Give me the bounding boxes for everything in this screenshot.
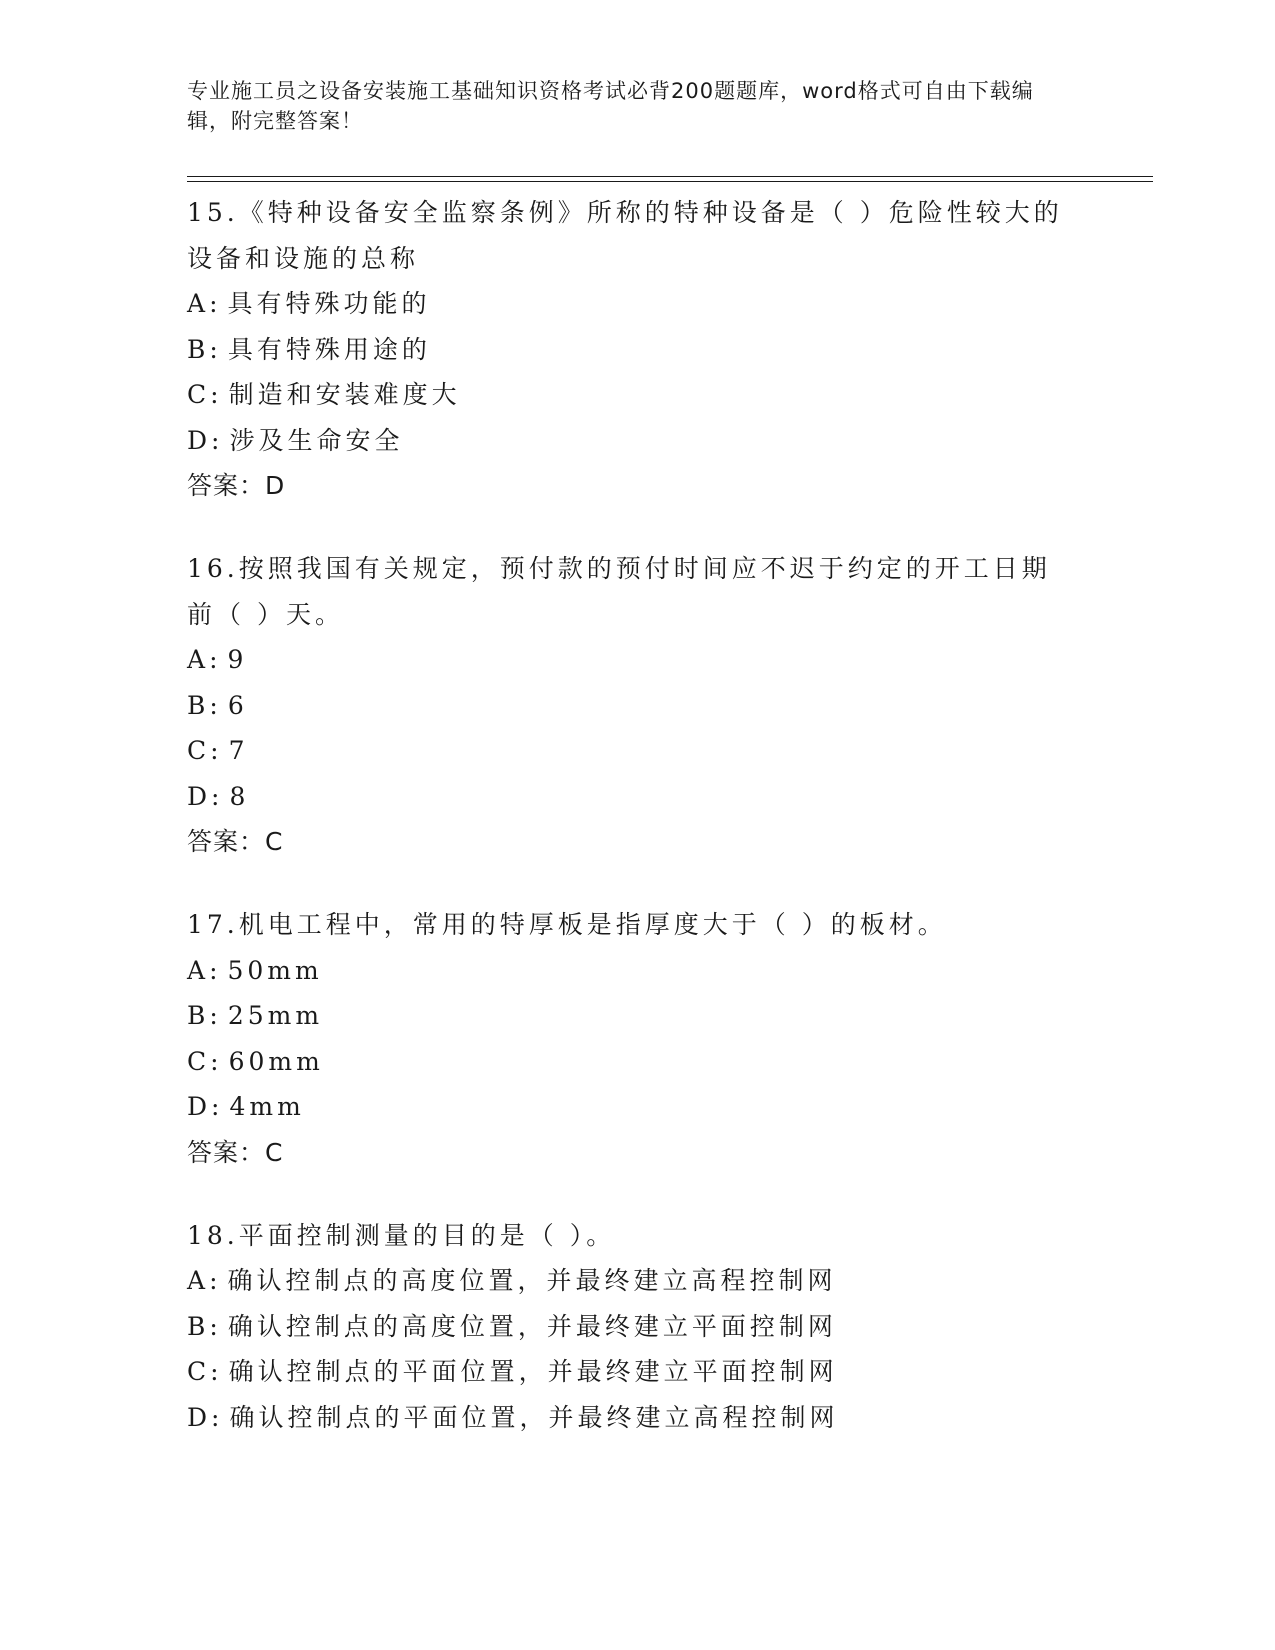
option-b	[187, 683, 1087, 729]
option-d	[187, 418, 1087, 464]
option-text: 确认控制点的高度位置，并最终建立平面控制网	[227, 1311, 837, 1341]
option-text: 具有特殊功能的	[227, 289, 431, 318]
question-text: 15.《特种设备安全监察条例》所称的特种设备是（ ）危险性较大的设备和设施的总称	[187, 198, 1063, 273]
option-text: 7	[228, 736, 249, 765]
option-separator: :	[209, 645, 222, 674]
header-divider-bottom	[187, 181, 1153, 182]
document-header: 专业施工员之设备安装施工基础知识资格考试必背200题题库，word格式可自由下载编辑，附完整答案！	[187, 79, 1034, 133]
question-list	[187, 190, 1087, 1478]
option-separator: :	[209, 1001, 222, 1030]
option-separator: :	[210, 380, 223, 409]
option-separator: :	[209, 1311, 222, 1341]
option-separator: :	[209, 1266, 222, 1295]
option-separator: :	[210, 1046, 223, 1076]
option-text: 确认控制点的平面位置，并最终建立高程控制网	[229, 1402, 839, 1432]
option-key: C	[187, 380, 211, 409]
option-key: C	[187, 1357, 211, 1386]
option-separator: :	[211, 781, 224, 811]
option-c	[187, 372, 1087, 418]
question-text: 16.按照我国有关规定，预付款的预付时间应不迟于约定的开工日期前（ ）天。	[187, 554, 1051, 629]
option-a	[187, 637, 1087, 683]
option-key: D	[187, 1092, 212, 1121]
question-17	[187, 902, 1087, 1175]
answer-line: 答案：C	[187, 1137, 284, 1167]
option-text: 8	[229, 781, 250, 811]
option-key: B	[187, 1001, 210, 1030]
option-separator: :	[209, 690, 222, 720]
option-text: 确认控制点的平面位置，并最终建立平面控制网	[228, 1357, 838, 1386]
option-key: D	[187, 1402, 212, 1432]
question-text: 18.平面控制测量的目的是（ ）。	[187, 1220, 616, 1250]
option-key: A	[187, 645, 210, 674]
option-a	[187, 948, 1087, 994]
question-15	[187, 190, 1087, 508]
option-c	[187, 1349, 1087, 1395]
option-text: 制造和安装难度大	[228, 380, 461, 409]
option-text: 9	[227, 645, 248, 674]
option-d	[187, 1084, 1087, 1130]
option-key: A	[187, 289, 210, 318]
option-separator: :	[209, 334, 222, 364]
option-key: C	[187, 736, 211, 765]
option-key: B	[187, 1311, 210, 1341]
option-b	[187, 327, 1087, 373]
option-d	[187, 774, 1087, 820]
option-text: 具有特殊用途的	[227, 334, 431, 364]
answer-line: 答案：D	[187, 471, 286, 500]
option-separator: :	[211, 1092, 224, 1121]
option-key: D	[187, 425, 212, 455]
option-separator: :	[210, 736, 223, 765]
question-text: 17.机电工程中，常用的特厚板是指厚度大于（ ）的板材。	[187, 910, 947, 939]
option-key: B	[187, 690, 210, 720]
option-key: C	[187, 1046, 211, 1076]
option-text: 确认控制点的高度位置，并最终建立高程控制网	[227, 1266, 837, 1295]
option-text: 6	[227, 690, 248, 720]
option-key: A	[187, 955, 210, 985]
option-d	[187, 1395, 1087, 1441]
option-a	[187, 281, 1087, 327]
option-key: A	[187, 1266, 210, 1295]
question-18	[187, 1213, 1087, 1441]
option-a	[187, 1258, 1087, 1304]
option-key: B	[187, 334, 210, 364]
option-separator: :	[209, 289, 222, 318]
option-c	[187, 728, 1087, 774]
option-b	[187, 1304, 1087, 1350]
option-text: 50mm	[227, 955, 323, 985]
option-text: 60mm	[228, 1046, 324, 1076]
header-divider-top	[187, 176, 1153, 177]
option-b	[187, 993, 1087, 1039]
option-c	[187, 1039, 1087, 1085]
question-16	[187, 546, 1087, 864]
option-separator: :	[211, 1402, 224, 1432]
answer-line: 答案：C	[187, 827, 284, 856]
option-text: 25mm	[227, 1001, 324, 1030]
option-separator: :	[209, 955, 222, 985]
option-text: 4mm	[229, 1092, 305, 1121]
option-separator: :	[211, 425, 224, 455]
option-key: D	[187, 781, 212, 811]
option-separator: :	[210, 1357, 223, 1386]
option-text: 涉及生命安全	[229, 425, 404, 455]
